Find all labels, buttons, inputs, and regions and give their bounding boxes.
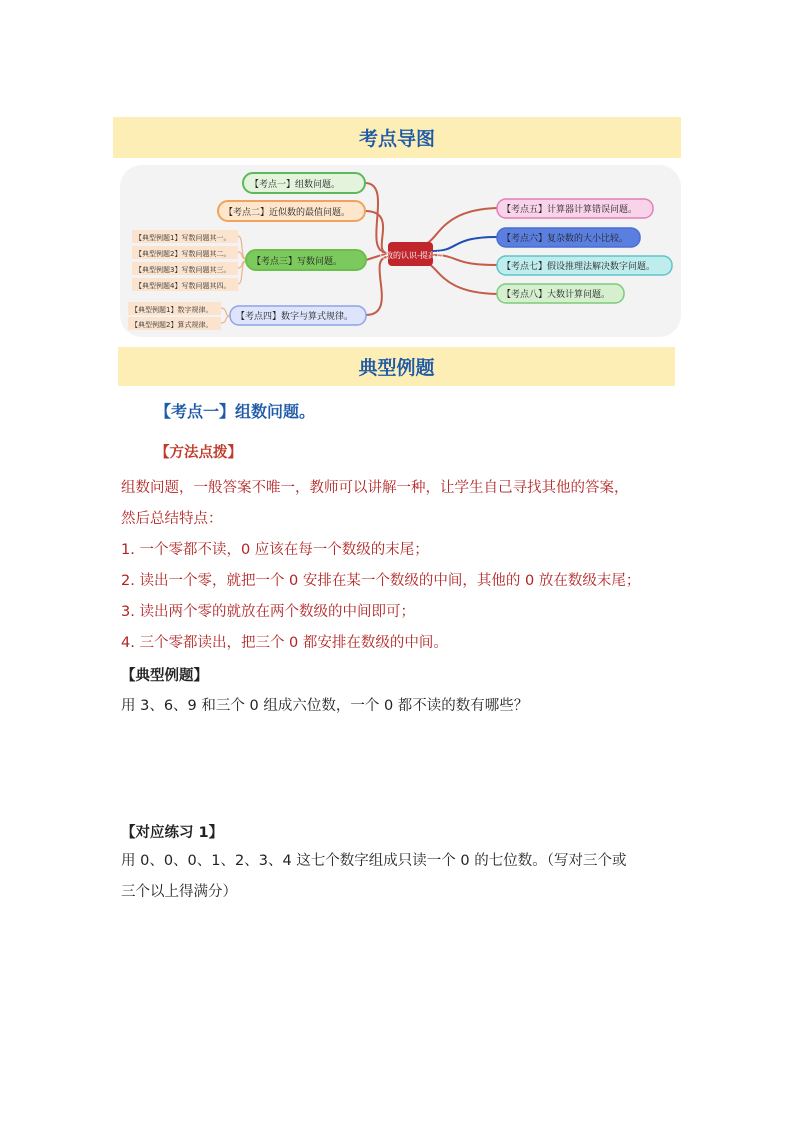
k4-node-label: 【考点四】数字与算式规律。 bbox=[236, 312, 354, 322]
k3-sub4-label: 【典型例题4】写数问题其四。 bbox=[135, 282, 231, 290]
mindmap-diagram bbox=[120, 165, 681, 337]
method-line-2: 然后总结特点： bbox=[121, 511, 223, 527]
method-heading: 【方法点拨】 bbox=[155, 445, 242, 461]
k5-node-label: 【考点五】计算器计算错误问题。 bbox=[502, 205, 638, 215]
point1-heading: 【考点一】组数问题。 bbox=[155, 402, 316, 421]
method-line-6: 4. 三个零都读出，把三个 0 都安排在数级的中间。 bbox=[121, 635, 448, 651]
section-title-examples: 典型例题 bbox=[118, 347, 675, 386]
center-node-label: 大数的认识-提高篇 bbox=[377, 251, 444, 260]
mindmap-panel bbox=[120, 165, 681, 337]
method-line-3: 1. 一个零都不读，0 应该在每一个数级的末尾； bbox=[121, 542, 429, 558]
edge-center-k1 bbox=[365, 183, 388, 253]
k4-sub1-label: 【典型例题1】数字规律。 bbox=[131, 306, 213, 314]
practice-line-1: 用 0、0、0、1、2、3、4 这七个数字组成只读一个 0 的七位数。（写对三个或 bbox=[121, 853, 627, 869]
example-text: 用 3、6、9 和三个 0 组成六位数，一个 0 都不读的数有哪些？ bbox=[121, 698, 529, 714]
edge-k4-sub2 bbox=[221, 316, 230, 323]
method-line-5: 3. 读出两个零的就放在两个数级的中间即可； bbox=[121, 604, 415, 620]
k4-sub2-label: 【典型例题2】算式规律。 bbox=[131, 321, 213, 329]
example-label: 【典型例题】 bbox=[121, 668, 208, 684]
k3-sub1-label: 【典型例题1】写数问题其一。 bbox=[135, 234, 231, 242]
edge-center-k4 bbox=[366, 257, 388, 315]
k3-sub3-label: 【典型例题3】写数问题其三。 bbox=[135, 266, 231, 274]
method-line-4: 2. 读出一个零，就把一个 0 安排在某一个数级的中间，其他的 0 放在数级末尾； bbox=[121, 573, 641, 589]
edge-k4-sub1 bbox=[221, 308, 230, 316]
edge-center-k5 bbox=[420, 208, 497, 245]
practice-label: 【对应练习 1】 bbox=[121, 825, 224, 841]
k2-node-label: 【考点二】近似数的最值问题。 bbox=[224, 208, 351, 218]
k7-node-label: 【考点七】假设推理法解决数字问题。 bbox=[502, 262, 656, 272]
method-line-1: 组数问题，一般答案不唯一，教师可以讲解一种，让学生自己寻找其他的答案， bbox=[121, 480, 629, 496]
edge-center-k8 bbox=[420, 261, 497, 294]
k6-node-label: 【考点六】复杂数的大小比较。 bbox=[502, 234, 629, 244]
k3-sub2-label: 【典型例题2】写数问题其二。 bbox=[135, 250, 231, 258]
k8-node-label: 【考点八】大数计算问题。 bbox=[502, 290, 611, 300]
k1-node-label: 【考点一】组数问题。 bbox=[250, 180, 341, 190]
practice-line-2: 三个以上得满分） bbox=[121, 884, 237, 900]
k3-node-label: 【考点三】写数问题。 bbox=[252, 257, 343, 267]
section-title-mindmap: 考点导图 bbox=[113, 117, 681, 158]
edge-center-k6 bbox=[433, 237, 497, 251]
